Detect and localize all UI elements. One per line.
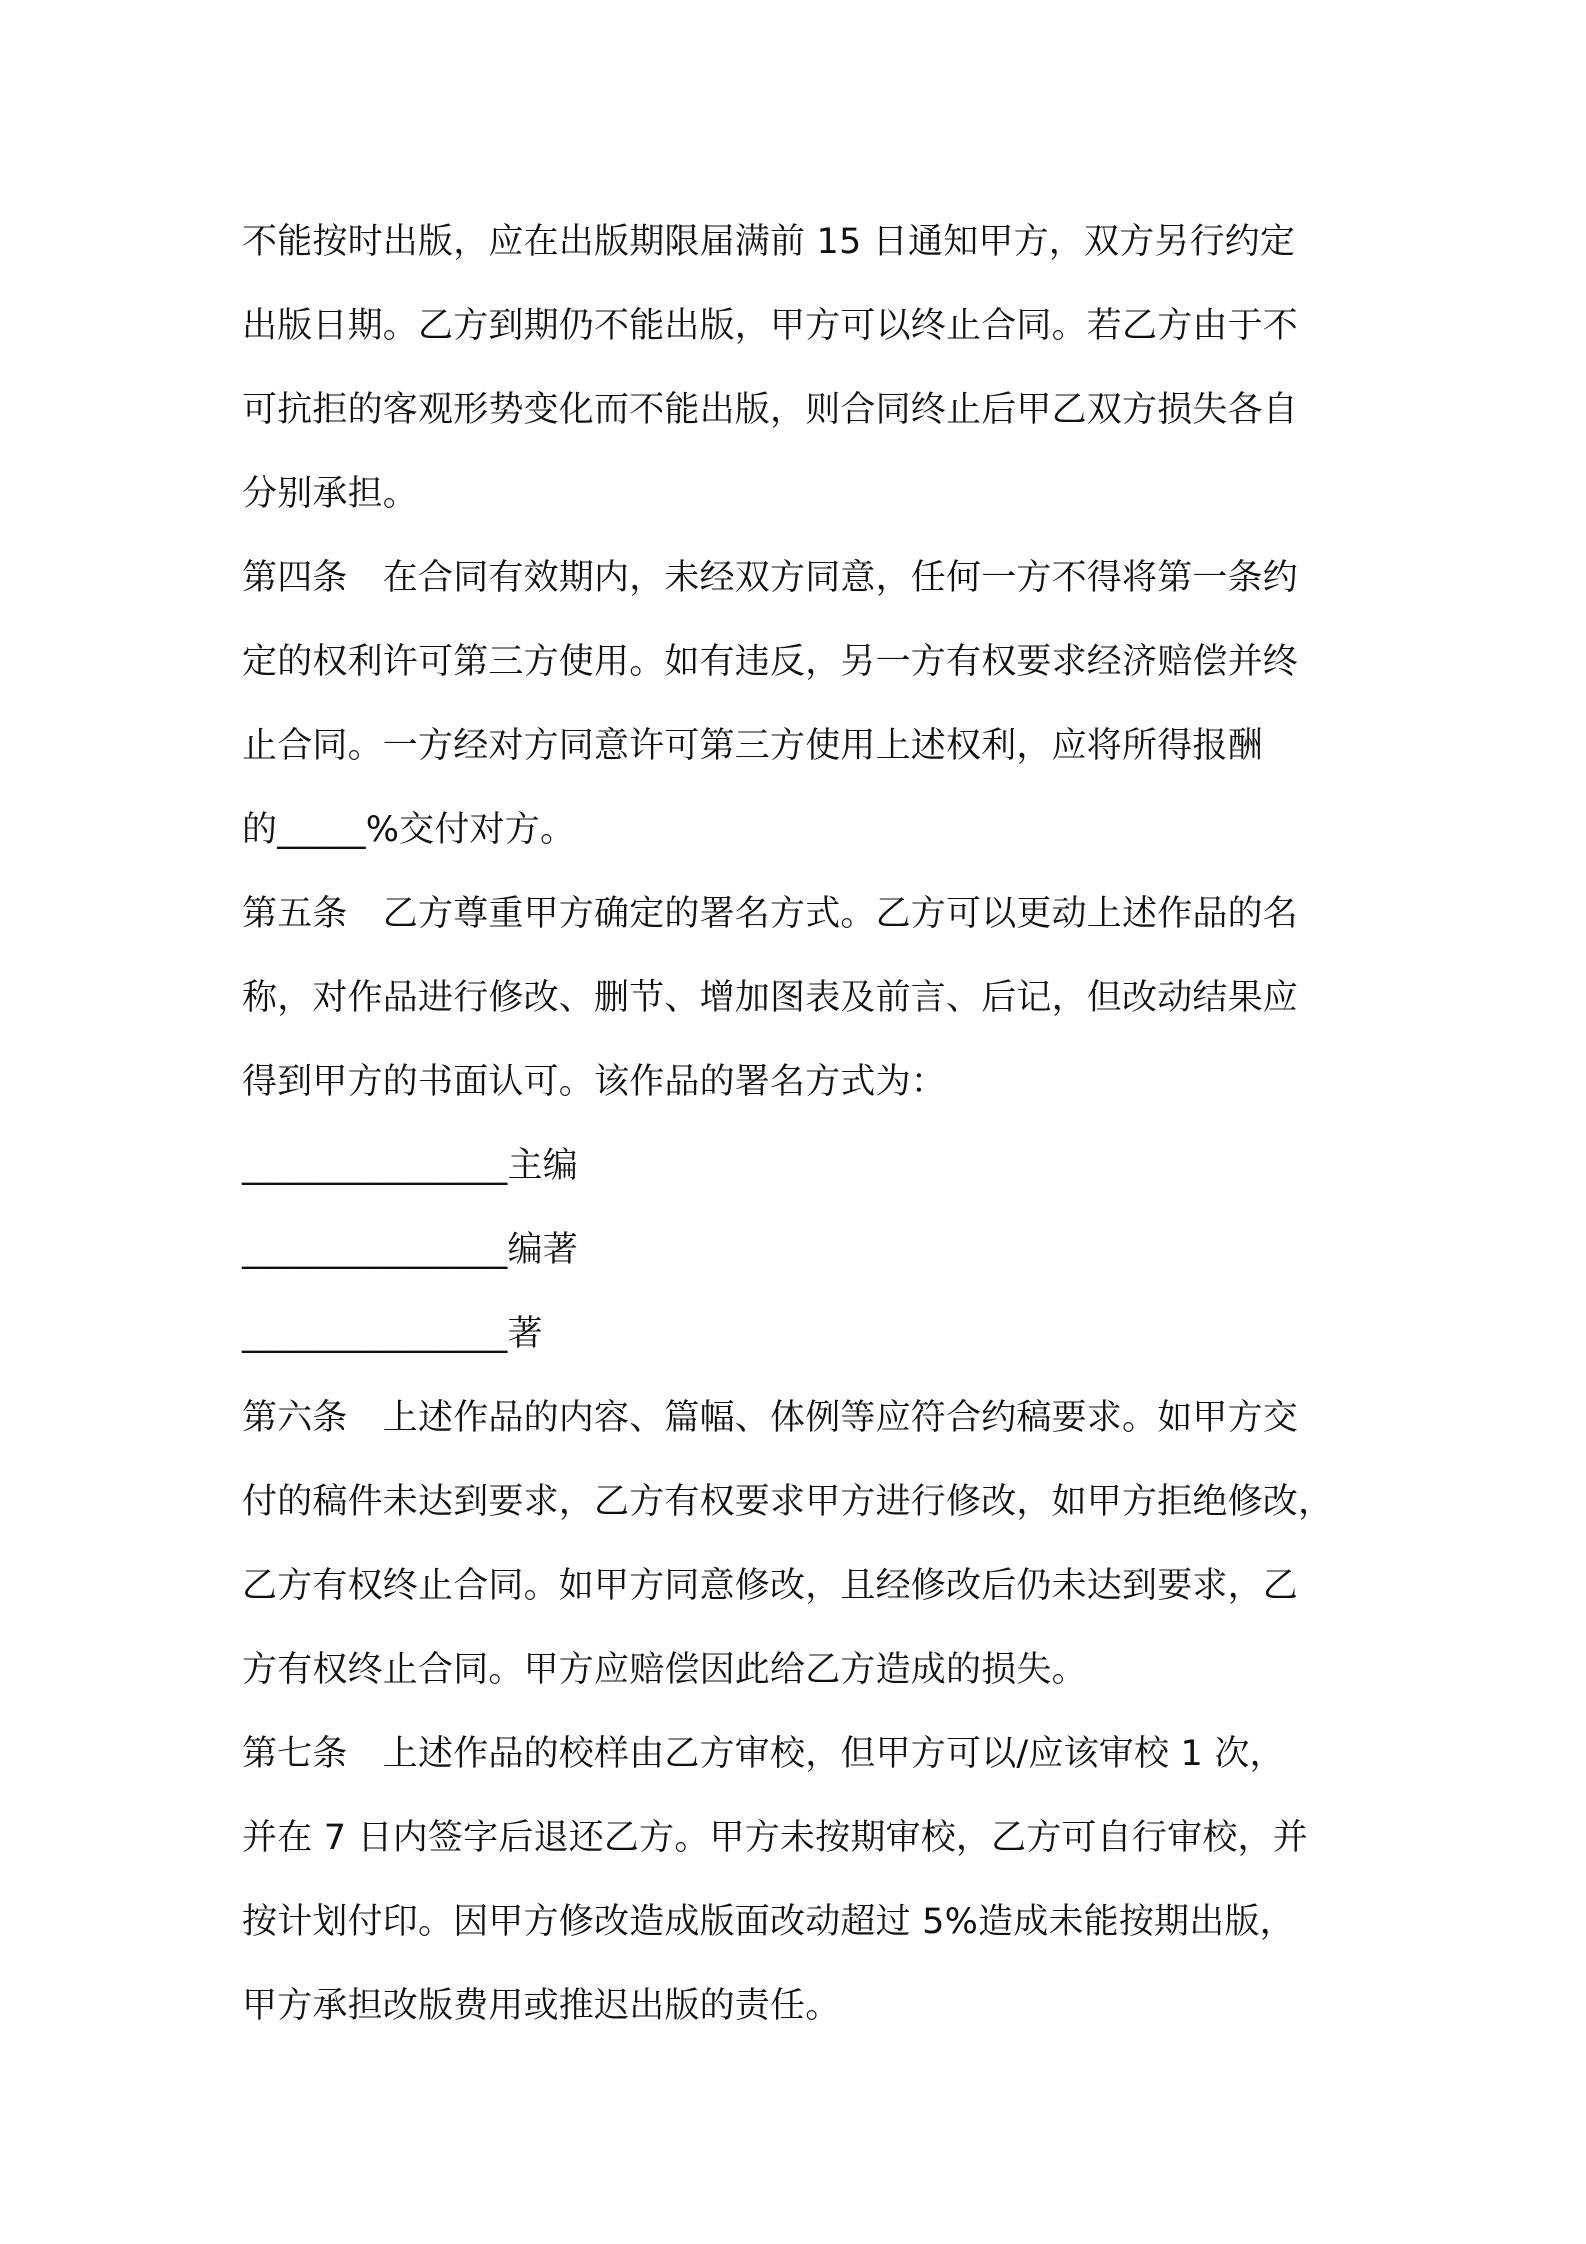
text-line: 止合同。一方经对方同意许可第三方使用上述权利，应将所得报酬 (242, 726, 1263, 766)
text-line: 得到甲方的书面认可。该作品的署名方式为： (242, 1062, 947, 1102)
signature-blank-author: _______________著 (242, 1314, 543, 1354)
text-line: 并在 7 日内签字后退还乙方。甲方未按期审校，乙方可自行审校，并 (242, 1818, 1308, 1858)
text-line: 乙方有权终止合同。如甲方同意修改，且经修改后仍未达到要求，乙 (242, 1566, 1299, 1606)
text-line: 方有权终止合同。甲方应赔偿因此给乙方造成的损失。 (242, 1650, 1087, 1690)
article-6-line: 第六条 上述作品的内容、篇幅、体例等应符合约稿要求。如甲方交 (242, 1398, 1299, 1438)
text-line: 可抗拒的客观形势变化而不能出版，则合同终止后甲乙双方损失各自 (242, 390, 1299, 430)
text-line: 按计划付印。因甲方修改造成版面改动超过 5%造成未能按期出版， (242, 1902, 1295, 1942)
text-line: 分别承担。 (242, 474, 419, 514)
signature-blank-compiler: _______________编著 (242, 1230, 578, 1270)
text-line: 甲方承担改版费用或推迟出版的责任。 (242, 1986, 841, 2026)
text-line: 称，对作品进行修改、删节、增加图表及前言、后记，但改动结果应 (242, 978, 1299, 1018)
signature-blank-editor: _______________主编 (242, 1146, 578, 1186)
text-line: 不能按时出版，应在出版期限届满前 15 日通知甲方，双方另行约定 (242, 222, 1296, 262)
text-line: 出版日期。乙方到期仍不能出版，甲方可以终止合同。若乙方由于不 (242, 306, 1299, 346)
text-line: 的_____%交付对方。 (242, 810, 576, 850)
contract-text (242, 200, 1362, 2048)
text-line: 付的稿件未达到要求，乙方有权要求甲方进行修改，如甲方拒绝修改， (242, 1482, 1334, 1522)
article-7-line: 第七条 上述作品的校样由乙方审校，但甲方可以/应该审校 1 次， (242, 1734, 1285, 1774)
text-line: 定的权利许可第三方使用。如有违反，另一方有权要求经济赔偿并终 (242, 642, 1299, 682)
article-5-line: 第五条 乙方尊重甲方确定的署名方式。乙方可以更动上述作品的名 (242, 894, 1299, 934)
article-4-line: 第四条 在合同有效期内，未经双方同意，任何一方不得将第一条约 (242, 558, 1299, 598)
